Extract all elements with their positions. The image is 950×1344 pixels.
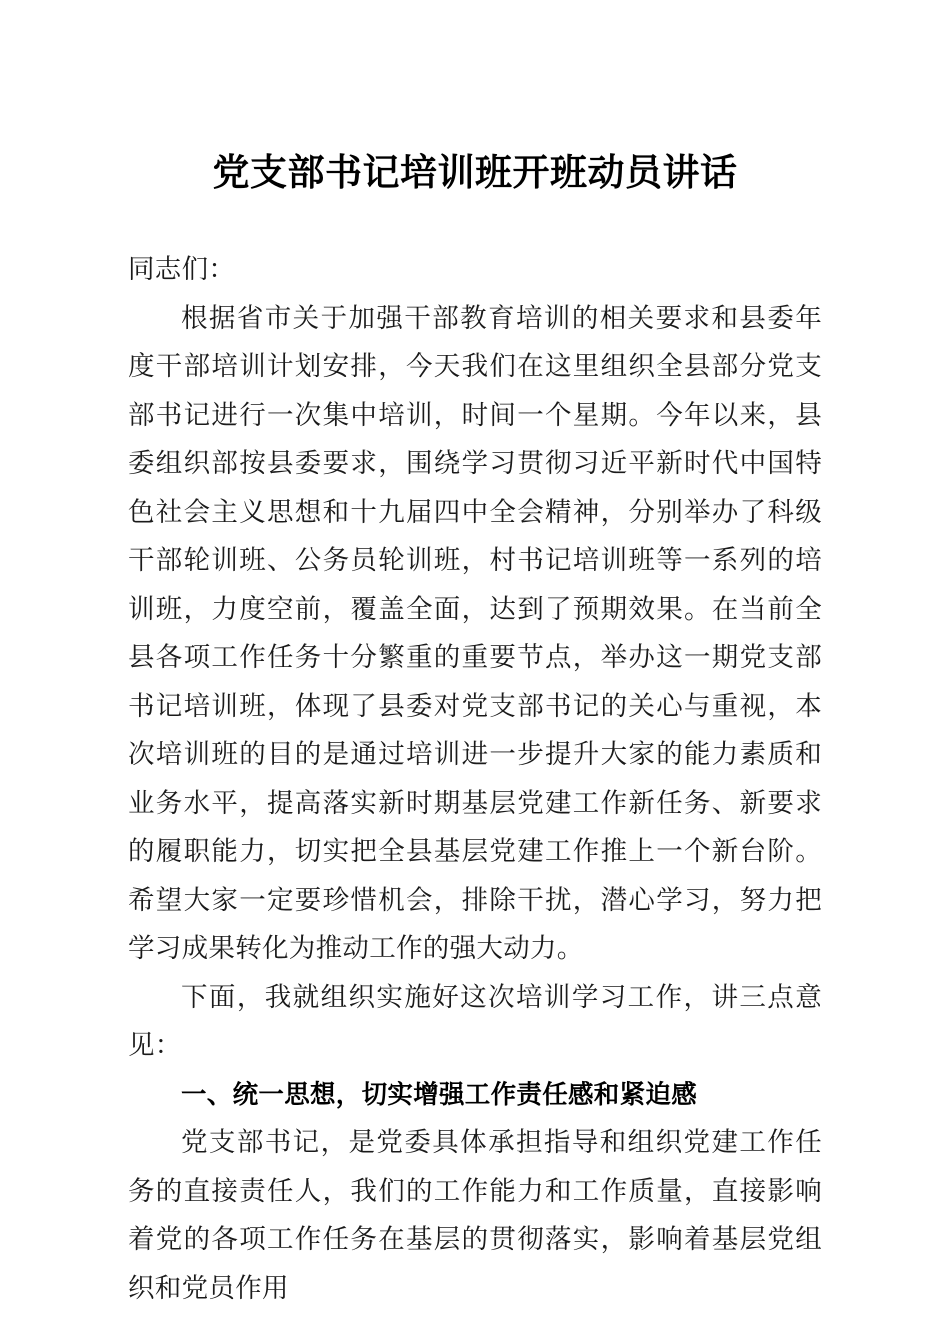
section-heading: 一、统一思想，切实增强工作责任感和紧迫感 [181, 1079, 698, 1110]
salutation: 同志们： [128, 254, 236, 285]
paragraph-transition: 下面，我就组织实施好这次培训学习工作，讲三点意见： [128, 981, 822, 1061]
paragraph-section-one: 党支部书记，是党委具体承担指导和组织党建工作任务的直接责任人，我们的工作能力和工作质量，直接影响着党的各项工作任务在基层的贯彻落实，影响着基层党组织和党员作用 [128, 1127, 822, 1304]
document-title: 党支部书记培训班开班动员讲话 [212, 150, 738, 194]
document-body [128, 246, 822, 1313]
paragraph-intro: 根据省市关于加强干部教育培训的相关要求和县委年度干部培训计划安排，今天我们在这里组织全县部分党支部书记进行一次集中培训，时间一个星期。今年以来，县委组织部按县委要求，围绕学习贯彻习近平新时代中国特色社会主义思想和十九届四中全会精神，分别举办了科级干部轮训班、公务员轮训班，村书记培训班等一系列的培训班，力度空前，覆盖全面，达到了预期效果。在当前全县各项工作任务十分繁重的重要节点，举办这一期党支部书记培训班，体现了县委对党支部书记的关心与重视，本次培训班的目的是通过培训进一步提升大家的能力素质和业务水平，提高落实新时期基层党建工作新任务、新要求的履职能力，切实把全县基层党建工作推上一个新台阶。希望大家一定要珍惜机会，排除干扰，潜心学习，努力把学习成果转化为推动工作的强大动力。 [128, 302, 822, 964]
